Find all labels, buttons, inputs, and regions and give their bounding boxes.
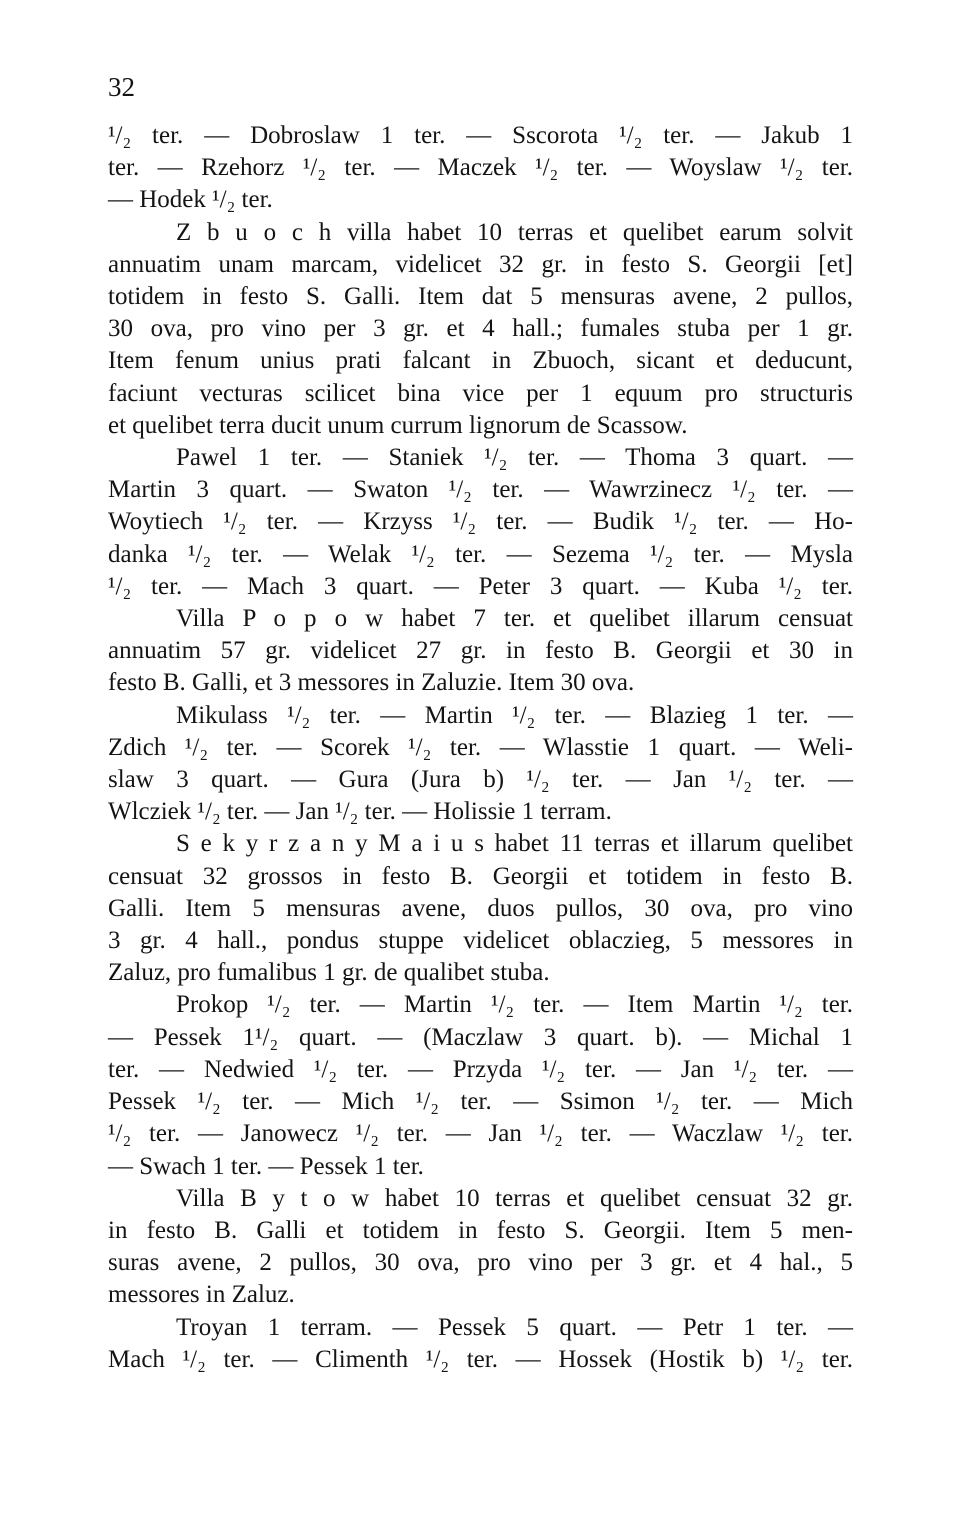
text-line: Pawel 1 ter. — Staniek ¹/₂ ter. — Thoma 3 quart. — bbox=[176, 444, 853, 472]
text-line: suras avene, 2 pullos, 30 ova, pro vino per 3 gr. et 4 hal., 5 bbox=[108, 1249, 853, 1277]
text-line: ter. — Nedwied ¹/₂ ter. — Przyda ¹/₂ ter. — Jan ¹/₂ ter. — bbox=[108, 1055, 853, 1083]
text-line: ter. — Rzehorz ¹/₂ ter. — Maczek ¹/₂ ter. — Woyslaw ¹/₂ ter. bbox=[108, 154, 853, 182]
text-line: messores in Zaluz. bbox=[108, 1281, 295, 1309]
text-line: slaw 3 quart. — Gura (Jura b) ¹/₂ ter. — Jan ¹/₂ ter. — bbox=[108, 766, 853, 794]
text-line: ¹/₂ ter. — Dobroslaw 1 ter. — Sscorota ¹/₂ ter. — Jakub 1 bbox=[108, 122, 853, 149]
paragraph bbox=[108, 120, 853, 217]
text-line: Zdich ¹/₂ ter. — Scorek ¹/₂ ter. — Wlasstie 1 quart. — Weli- bbox=[108, 733, 853, 761]
text-line: Martin 3 quart. — Swaton ¹/₂ ter. — Wawrzinecz ¹/₂ ter. — bbox=[108, 476, 853, 504]
text-line: — Pessek 1¹/₂ quart. — (Maczlaw 3 quart. b). — Michal 1 bbox=[108, 1023, 853, 1051]
text-line: et quelibet terra ducit unum currum lignorum de Scassow. bbox=[108, 411, 688, 439]
text-line: Prokop ¹/₂ ter. — Martin ¹/₂ ter. — Item Martin ¹/₂ ter. bbox=[176, 991, 853, 1019]
text-line: Troyan 1 terram. — Pessek 5 quart. — Petr 1 ter. — bbox=[176, 1313, 853, 1341]
paragraph bbox=[108, 828, 853, 989]
text-line: danka ¹/₂ ter. — Welak ¹/₂ ter. — Sezema ¹/₂ ter. — Mysla bbox=[108, 540, 853, 568]
text-line: faciunt vecturas scilicet bina vice per 1 equum pro structuris bbox=[108, 379, 853, 407]
text-line: totidem in festo S. Galli. Item dat 5 mensuras avene, 2 pullos, bbox=[108, 283, 853, 311]
text-line: annuatim unam marcam, videlicet 32 gr. in festo S. Georgii [et] bbox=[108, 250, 853, 278]
text-line: Z b u o c h villa habet 10 terras et quelibet earum solvit bbox=[176, 218, 853, 246]
paragraph bbox=[108, 989, 853, 1182]
text-line: festo B. Galli, et 3 messores in Zaluzie. Item 30 ova. bbox=[108, 669, 635, 697]
text-line: ¹/₂ ter. — Mach 3 quart. — Peter 3 quart. — Kuba ¹/₂ ter. bbox=[108, 572, 853, 600]
text-line: 30 ova, pro vino per 3 gr. et 4 hall.; fumales stuba per 1 gr. bbox=[108, 315, 853, 343]
paragraph bbox=[108, 1312, 853, 1376]
text-line: Pessek ¹/₂ ter. — Mich ¹/₂ ter. — Ssimon ¹/₂ ter. — Mich bbox=[108, 1088, 853, 1116]
paragraph bbox=[108, 1183, 853, 1312]
paragraph bbox=[108, 442, 853, 603]
text-line: — Hodek ¹/₂ ter. bbox=[108, 186, 273, 214]
text-line: Mikulass ¹/₂ ter. — Martin ¹/₂ ter. — Blazieg 1 ter. — bbox=[176, 701, 853, 729]
paragraph bbox=[108, 603, 853, 700]
text-line: censuat 32 grossos in festo B. Georgii et totidem in festo B. bbox=[108, 862, 853, 890]
text-line: — Swach 1 ter. — Pessek 1 ter. bbox=[108, 1152, 424, 1180]
text-line: S e k y r z a n y M a i u s habet 11 terras et illarum quelibet bbox=[176, 830, 853, 858]
text-line: Galli. Item 5 mensuras avene, duos pullos, 30 ova, pro vino bbox=[108, 894, 853, 922]
paragraph bbox=[108, 217, 853, 442]
text-line: Villa B y t o w habet 10 terras et quelibet censuat 32 gr. bbox=[176, 1184, 853, 1212]
text-line: Item fenum unius prati falcant in Zbuoch, sicant et deducunt, bbox=[108, 347, 853, 375]
text-line: in festo B. Galli et totidem in festo S. Georgii. Item 5 men- bbox=[108, 1216, 853, 1244]
text-line: ¹/₂ ter. — Janowecz ¹/₂ ter. — Jan ¹/₂ ter. — Waczlaw ¹/₂ ter. bbox=[108, 1120, 853, 1148]
paragraph bbox=[108, 700, 853, 829]
page-number: 32 bbox=[108, 72, 135, 102]
text-line: Zaluz, pro fumalibus 1 gr. de qualibet stuba. bbox=[108, 959, 550, 987]
text-line: Woytiech ¹/₂ ter. — Krzyss ¹/₂ ter. — Budik ¹/₂ ter. — Ho- bbox=[108, 508, 853, 536]
text-line: annuatim 57 gr. videlicet 27 gr. in festo B. Georgii et 30 in bbox=[108, 637, 853, 665]
document-body bbox=[108, 120, 853, 1376]
text-line: 3 gr. 4 hall., pondus stuppe videlicet oblaczieg, 5 messores in bbox=[108, 927, 853, 955]
text-line: Villa P o p o w habet 7 ter. et quelibet illarum censuat bbox=[176, 605, 853, 633]
text-line: Mach ¹/₂ ter. — Climenth ¹/₂ ter. — Hossek (Hostik b) ¹/₂ ter. bbox=[108, 1345, 853, 1373]
text-line: Wlcziek ¹/₂ ter. — Jan ¹/₂ ter. — Holissie 1 terram. bbox=[108, 798, 612, 826]
